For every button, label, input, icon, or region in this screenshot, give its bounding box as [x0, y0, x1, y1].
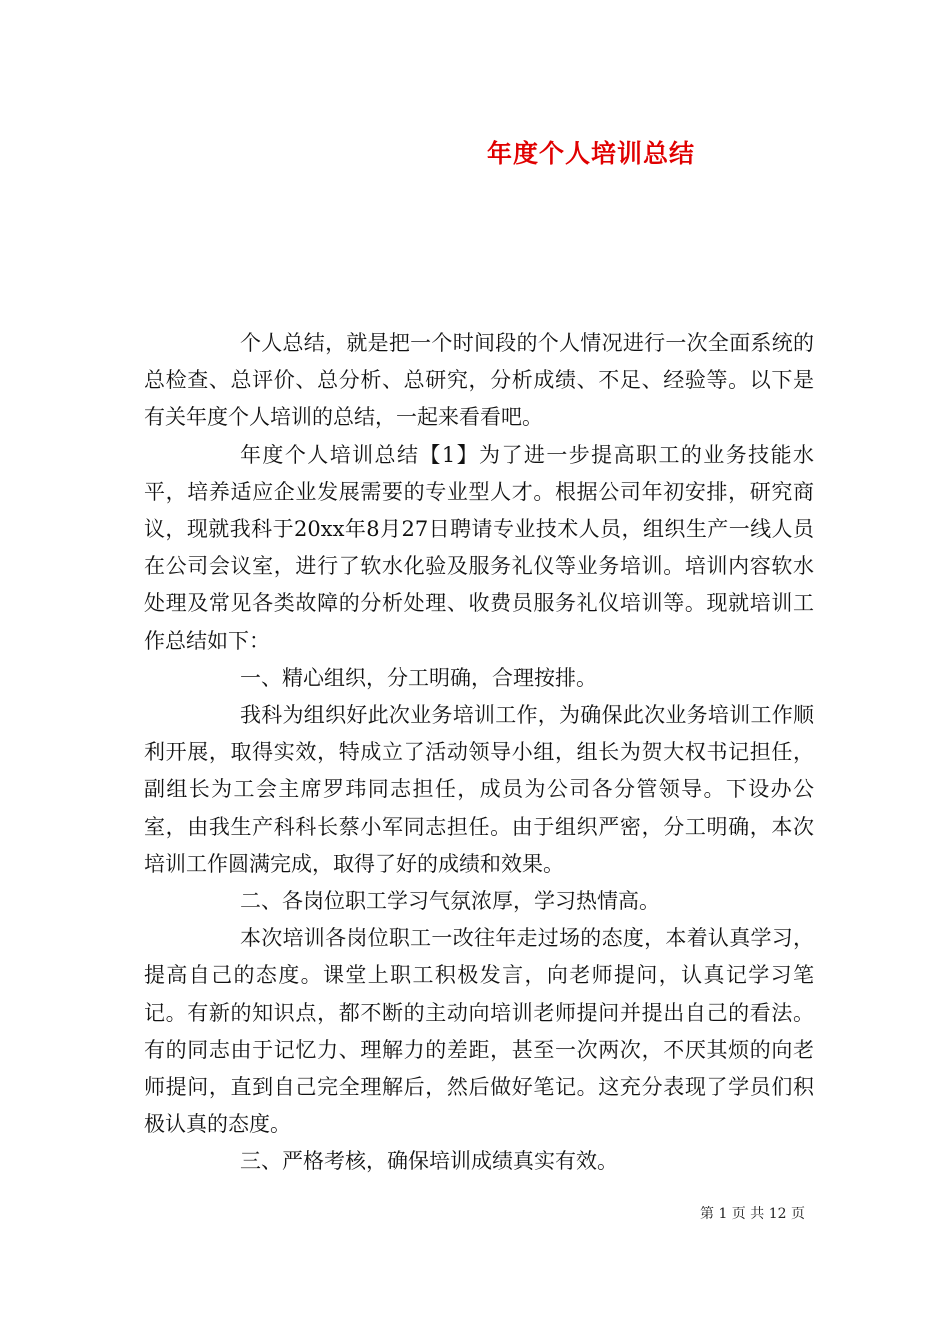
paragraph-5: 二、各岗位职工学习气氛浓厚，学习热情高。: [240, 889, 660, 914]
page-number-footer: 第 1 页 共 12 页: [700, 1206, 805, 1222]
paragraph-3: 一、精心组织，分工明确，合理按排。: [240, 665, 597, 690]
paragraph-7: 三、严格考核，确保培训成绩真实有效。: [240, 1149, 618, 1174]
paragraph-1: 个人总结，就是把一个时间段的个人情况进行一次全面系统的总检查、总评价、总分析、总研究，分析成绩、不足、经验等。以下是有关年度个人培训的总结，一起来看看吧。: [144, 331, 814, 430]
document-body: [144, 325, 814, 1181]
paragraph-4: 我科为组织好此次业务培训工作，为确保此次业务培训工作顺利开展，取得实效，特成立了活动领导小组，组长为贺大权书记担任，副组长为工会主席罗玮同志担任，成员为公司各分管领导。下设办公室，由我生产科科长蔡小军同志担任。由于组织严密，分工明确，本次培训工作圆满完成，取得了好的成绩和效果。: [144, 703, 814, 876]
document-title: 年度个人培训总结: [487, 139, 696, 168]
paragraph-2: 年度个人培训总结【1】为了进一步提高职工的业务技能水平，培养适应企业发展需要的专业型人才。根据公司年初安排，研究商议，现就我科于20xx年8月27日聘请专业技术人员，组织生产一线人员在公司会议室，进行了软水化验及服务礼仪等业务培训。培训内容软水处理及常见各类故障的分析处理、收费员服务礼仪培训等。现就培训工作总结如下：: [144, 442, 814, 653]
paragraph-6: 本次培训各岗位职工一改往年走过场的态度，本着认真学习，提高自己的态度。课堂上职工积极发言，向老师提问，认真记学习笔记。有新的知识点，都不断的主动向培训老师提问并提出自己的看法。有的同志由于记忆力、理解力的差距，甚至一次两次，不厌其烦的向老师提问，直到自己完全理解后，然后做好笔记。这充分表现了学员们积极认真的态度。: [144, 926, 814, 1137]
